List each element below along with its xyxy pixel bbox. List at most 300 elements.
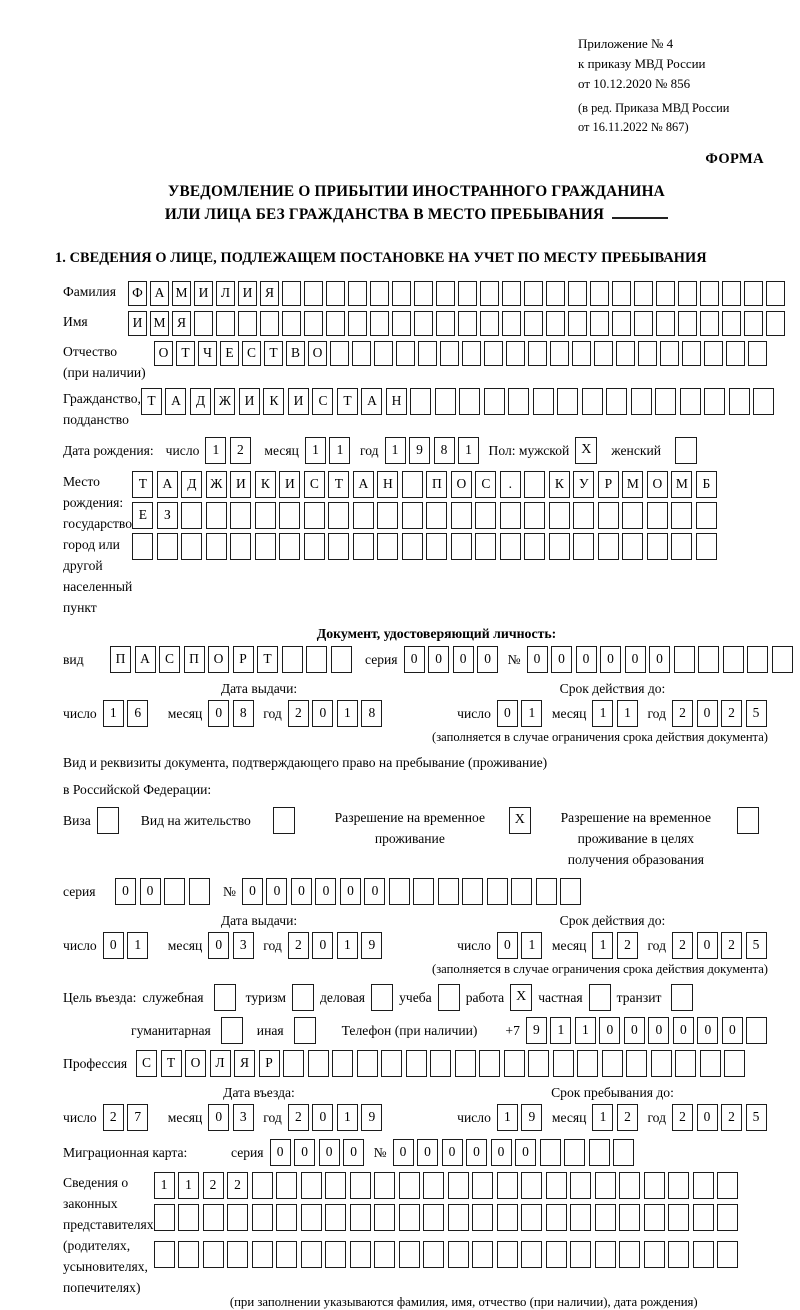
char-box[interactable] [350, 1204, 371, 1231]
char-box[interactable] [325, 1204, 346, 1231]
char-box[interactable]: А [157, 471, 178, 498]
char-box[interactable]: 8 [233, 700, 254, 727]
char-box[interactable] [674, 646, 695, 673]
char-box[interactable] [487, 878, 508, 905]
char-box[interactable]: 0 [673, 1017, 694, 1044]
char-box[interactable] [668, 1241, 689, 1268]
char-box[interactable] [181, 502, 202, 529]
char-box[interactable] [568, 281, 587, 306]
char-box[interactable] [230, 533, 251, 560]
char-box[interactable] [206, 502, 227, 529]
char-box[interactable] [619, 1241, 640, 1268]
char-box[interactable] [524, 311, 543, 336]
char-box[interactable] [348, 311, 367, 336]
char-box[interactable] [399, 1172, 420, 1199]
char-box[interactable]: 0 [453, 646, 474, 673]
char-box[interactable]: И [239, 388, 260, 415]
purpose-study-checkbox[interactable] [438, 984, 460, 1011]
char-box[interactable] [459, 388, 480, 415]
char-box[interactable]: 2 [227, 1172, 248, 1199]
char-box[interactable]: 5 [746, 932, 767, 959]
char-box[interactable] [353, 502, 374, 529]
char-box[interactable] [619, 1172, 640, 1199]
char-box[interactable] [392, 281, 411, 306]
char-box[interactable] [655, 388, 676, 415]
char-box[interactable] [589, 1139, 610, 1166]
char-box[interactable]: А [165, 388, 186, 415]
char-box[interactable] [612, 281, 631, 306]
char-box[interactable] [413, 878, 434, 905]
char-box[interactable] [573, 533, 594, 560]
char-box[interactable] [546, 1241, 567, 1268]
char-box[interactable] [678, 281, 697, 306]
char-box[interactable] [590, 311, 609, 336]
char-box[interactable]: 2 [288, 700, 309, 727]
char-box[interactable] [726, 341, 745, 366]
char-box[interactable] [325, 1241, 346, 1268]
purpose-private-checkbox[interactable] [589, 984, 611, 1011]
char-box[interactable] [747, 646, 768, 673]
char-box[interactable] [647, 502, 668, 529]
char-box[interactable] [616, 341, 635, 366]
char-box[interactable] [406, 1050, 427, 1077]
char-box[interactable] [536, 878, 557, 905]
char-box[interactable] [304, 533, 325, 560]
char-box[interactable] [572, 341, 591, 366]
char-box[interactable] [370, 281, 389, 306]
char-box[interactable] [598, 533, 619, 560]
char-box[interactable] [438, 878, 459, 905]
char-box[interactable] [484, 341, 503, 366]
char-box[interactable]: 8 [434, 437, 455, 464]
char-box[interactable] [301, 1204, 322, 1231]
char-box[interactable]: 0 [649, 646, 670, 673]
char-box[interactable] [533, 388, 554, 415]
char-box[interactable]: Т [257, 646, 278, 673]
char-box[interactable] [560, 878, 581, 905]
purpose-official-checkbox[interactable] [214, 984, 236, 1011]
char-box[interactable]: 1 [127, 932, 148, 959]
char-box[interactable] [644, 1241, 665, 1268]
char-box[interactable] [612, 311, 631, 336]
char-box[interactable] [377, 533, 398, 560]
char-box[interactable] [426, 533, 447, 560]
char-box[interactable]: 0 [393, 1139, 414, 1166]
char-box[interactable]: Т [176, 341, 195, 366]
char-box[interactable] [546, 311, 565, 336]
char-box[interactable] [660, 341, 679, 366]
char-box[interactable] [693, 1172, 714, 1199]
char-box[interactable]: Я [172, 311, 191, 336]
char-box[interactable]: Р [233, 646, 254, 673]
char-box[interactable]: А [361, 388, 382, 415]
char-box[interactable] [252, 1172, 273, 1199]
purpose-other-checkbox[interactable] [294, 1017, 316, 1044]
char-box[interactable] [717, 1241, 738, 1268]
char-box[interactable]: С [312, 388, 333, 415]
char-box[interactable]: 1 [337, 932, 358, 959]
char-box[interactable] [353, 533, 374, 560]
char-box[interactable] [436, 311, 455, 336]
char-box[interactable] [622, 502, 643, 529]
char-box[interactable]: 0 [294, 1139, 315, 1166]
char-box[interactable] [410, 388, 431, 415]
char-box[interactable]: Т [141, 388, 162, 415]
char-box[interactable] [480, 281, 499, 306]
char-box[interactable]: О [451, 471, 472, 498]
char-box[interactable]: 1 [205, 437, 226, 464]
char-box[interactable] [189, 878, 210, 905]
char-box[interactable]: Ж [206, 471, 227, 498]
char-box[interactable]: У [573, 471, 594, 498]
char-box[interactable]: К [549, 471, 570, 498]
char-box[interactable] [606, 388, 627, 415]
char-box[interactable]: П [110, 646, 131, 673]
char-box[interactable] [700, 311, 719, 336]
char-box[interactable] [282, 281, 301, 306]
char-box[interactable] [194, 311, 213, 336]
char-box[interactable] [357, 1050, 378, 1077]
char-box[interactable]: 2 [672, 932, 693, 959]
char-box[interactable] [399, 1204, 420, 1231]
char-box[interactable]: С [242, 341, 261, 366]
char-box[interactable] [696, 502, 717, 529]
char-box[interactable]: 0 [697, 1104, 718, 1131]
char-box[interactable] [392, 311, 411, 336]
char-box[interactable] [595, 1172, 616, 1199]
char-box[interactable] [546, 281, 565, 306]
char-box[interactable] [260, 311, 279, 336]
char-box[interactable]: 2 [672, 1104, 693, 1131]
char-box[interactable]: Я [234, 1050, 255, 1077]
char-box[interactable]: 6 [127, 700, 148, 727]
char-box[interactable]: 0 [208, 932, 229, 959]
char-box[interactable] [524, 471, 545, 498]
char-box[interactable] [455, 1050, 476, 1077]
char-box[interactable] [671, 502, 692, 529]
char-box[interactable]: 0 [515, 1139, 536, 1166]
purpose-transit-checkbox[interactable] [671, 984, 693, 1011]
char-box[interactable]: 1 [521, 932, 542, 959]
char-box[interactable] [506, 341, 525, 366]
char-box[interactable] [631, 388, 652, 415]
char-box[interactable] [475, 533, 496, 560]
char-box[interactable]: М [622, 471, 643, 498]
char-box[interactable]: 2 [288, 1104, 309, 1131]
char-box[interactable] [227, 1204, 248, 1231]
char-box[interactable]: 1 [592, 932, 613, 959]
char-box[interactable]: 9 [409, 437, 430, 464]
char-box[interactable]: И [238, 281, 257, 306]
char-box[interactable]: К [263, 388, 284, 415]
char-box[interactable] [680, 388, 701, 415]
char-box[interactable] [700, 1050, 721, 1077]
char-box[interactable] [564, 1139, 585, 1166]
char-box[interactable] [206, 533, 227, 560]
char-box[interactable] [370, 311, 389, 336]
char-box[interactable] [644, 1172, 665, 1199]
char-box[interactable] [328, 533, 349, 560]
char-box[interactable]: 0 [722, 1017, 743, 1044]
char-box[interactable]: Ч [198, 341, 217, 366]
char-box[interactable] [157, 533, 178, 560]
char-box[interactable]: 0 [576, 646, 597, 673]
char-box[interactable] [704, 341, 723, 366]
char-box[interactable]: 2 [721, 1104, 742, 1131]
char-box[interactable]: 0 [242, 878, 263, 905]
char-box[interactable] [549, 533, 570, 560]
char-box[interactable] [402, 502, 423, 529]
char-box[interactable]: 0 [428, 646, 449, 673]
char-box[interactable] [304, 311, 323, 336]
char-box[interactable] [252, 1241, 273, 1268]
char-box[interactable]: А [135, 646, 156, 673]
char-box[interactable] [724, 1050, 745, 1077]
char-box[interactable] [472, 1204, 493, 1231]
char-box[interactable] [622, 533, 643, 560]
char-box[interactable]: 7 [127, 1104, 148, 1131]
char-box[interactable]: Т [328, 471, 349, 498]
char-box[interactable] [722, 311, 741, 336]
char-box[interactable]: 0 [442, 1139, 463, 1166]
temp-residence-edu-checkbox[interactable] [737, 807, 759, 834]
char-box[interactable]: О [154, 341, 173, 366]
char-box[interactable]: 8 [361, 700, 382, 727]
char-box[interactable]: 0 [312, 1104, 333, 1131]
char-box[interactable] [549, 502, 570, 529]
char-box[interactable]: 0 [477, 646, 498, 673]
char-box[interactable]: Л [216, 281, 235, 306]
char-box[interactable] [528, 341, 547, 366]
char-box[interactable]: Б [696, 471, 717, 498]
char-box[interactable]: Е [220, 341, 239, 366]
char-box[interactable] [577, 1050, 598, 1077]
char-box[interactable] [304, 502, 325, 529]
char-box[interactable]: М [671, 471, 692, 498]
char-box[interactable] [573, 502, 594, 529]
char-box[interactable] [704, 388, 725, 415]
char-box[interactable] [546, 1204, 567, 1231]
char-box[interactable] [602, 1050, 623, 1077]
char-box[interactable]: С [304, 471, 325, 498]
char-box[interactable] [766, 311, 785, 336]
char-box[interactable]: 0 [315, 878, 336, 905]
char-box[interactable] [521, 1241, 542, 1268]
char-box[interactable] [595, 1241, 616, 1268]
char-box[interactable] [238, 311, 257, 336]
char-box[interactable] [693, 1241, 714, 1268]
char-box[interactable]: 9 [361, 1104, 382, 1131]
char-box[interactable]: 0 [491, 1139, 512, 1166]
char-box[interactable] [717, 1172, 738, 1199]
char-box[interactable] [480, 311, 499, 336]
char-box[interactable] [276, 1241, 297, 1268]
char-box[interactable]: 0 [343, 1139, 364, 1166]
char-box[interactable]: С [159, 646, 180, 673]
char-box[interactable] [252, 1204, 273, 1231]
char-box[interactable] [283, 1050, 304, 1077]
char-box[interactable] [772, 646, 793, 673]
char-box[interactable] [613, 1139, 634, 1166]
char-box[interactable]: 1 [337, 1104, 358, 1131]
char-box[interactable]: 1 [329, 437, 350, 464]
char-box[interactable]: 0 [319, 1139, 340, 1166]
char-box[interactable]: Н [377, 471, 398, 498]
char-box[interactable]: А [150, 281, 169, 306]
char-box[interactable]: 0 [270, 1139, 291, 1166]
char-box[interactable]: 0 [648, 1017, 669, 1044]
char-box[interactable]: Т [337, 388, 358, 415]
char-box[interactable]: 2 [672, 700, 693, 727]
char-box[interactable]: О [185, 1050, 206, 1077]
char-box[interactable]: Д [181, 471, 202, 498]
char-box[interactable] [132, 533, 153, 560]
char-box[interactable] [521, 1204, 542, 1231]
char-box[interactable] [374, 341, 393, 366]
char-box[interactable] [348, 281, 367, 306]
char-box[interactable] [722, 281, 741, 306]
residence-permit-checkbox[interactable] [273, 807, 295, 834]
char-box[interactable]: С [136, 1050, 157, 1077]
char-box[interactable]: 1 [178, 1172, 199, 1199]
char-box[interactable] [746, 1017, 767, 1044]
char-box[interactable] [540, 1139, 561, 1166]
char-box[interactable]: 1 [497, 1104, 518, 1131]
char-box[interactable]: 2 [721, 700, 742, 727]
char-box[interactable]: 2 [230, 437, 251, 464]
char-box[interactable] [472, 1241, 493, 1268]
char-box[interactable] [216, 311, 235, 336]
char-box[interactable]: 0 [103, 932, 124, 959]
char-box[interactable] [374, 1241, 395, 1268]
char-box[interactable] [598, 502, 619, 529]
char-box[interactable] [430, 1050, 451, 1077]
char-box[interactable]: 2 [721, 932, 742, 959]
char-box[interactable] [282, 311, 301, 336]
char-box[interactable]: 1 [592, 1104, 613, 1131]
char-box[interactable]: 0 [291, 878, 312, 905]
char-box[interactable] [644, 1204, 665, 1231]
char-box[interactable]: 0 [404, 646, 425, 673]
char-box[interactable] [458, 281, 477, 306]
char-box[interactable]: И [288, 388, 309, 415]
char-box[interactable] [700, 281, 719, 306]
char-box[interactable] [154, 1241, 175, 1268]
char-box[interactable] [279, 533, 300, 560]
char-box[interactable]: 0 [497, 932, 518, 959]
char-box[interactable]: М [150, 311, 169, 336]
char-box[interactable] [308, 1050, 329, 1077]
char-box[interactable]: 9 [361, 932, 382, 959]
char-box[interactable]: 0 [312, 932, 333, 959]
char-box[interactable]: 0 [140, 878, 161, 905]
char-box[interactable] [524, 502, 545, 529]
char-box[interactable] [377, 502, 398, 529]
char-box[interactable] [553, 1050, 574, 1077]
char-box[interactable] [521, 1172, 542, 1199]
char-box[interactable] [418, 341, 437, 366]
char-box[interactable] [723, 646, 744, 673]
char-box[interactable]: О [647, 471, 668, 498]
sex-female-checkbox[interactable] [675, 437, 697, 464]
char-box[interactable] [651, 1050, 672, 1077]
char-box[interactable]: 0 [697, 700, 718, 727]
char-box[interactable] [331, 646, 352, 673]
char-box[interactable] [423, 1241, 444, 1268]
char-box[interactable]: 0 [364, 878, 385, 905]
char-box[interactable] [594, 341, 613, 366]
char-box[interactable] [472, 1172, 493, 1199]
char-box[interactable]: 0 [599, 1017, 620, 1044]
char-box[interactable] [647, 533, 668, 560]
char-box[interactable] [524, 533, 545, 560]
char-box[interactable] [671, 533, 692, 560]
char-box[interactable]: 1 [385, 437, 406, 464]
char-box[interactable] [279, 502, 300, 529]
char-box[interactable]: Р [259, 1050, 280, 1077]
sex-male-checkbox[interactable]: X [575, 437, 597, 464]
char-box[interactable] [729, 388, 750, 415]
char-box[interactable]: 1 [103, 700, 124, 727]
char-box[interactable] [230, 502, 251, 529]
char-box[interactable] [717, 1204, 738, 1231]
char-box[interactable]: К [255, 471, 276, 498]
char-box[interactable] [479, 1050, 500, 1077]
char-box[interactable] [550, 341, 569, 366]
char-box[interactable] [590, 281, 609, 306]
purpose-business-checkbox[interactable] [371, 984, 393, 1011]
char-box[interactable]: 1 [521, 700, 542, 727]
char-box[interactable] [255, 502, 276, 529]
char-box[interactable]: 2 [103, 1104, 124, 1131]
char-box[interactable] [325, 1172, 346, 1199]
char-box[interactable] [595, 1204, 616, 1231]
char-box[interactable] [423, 1172, 444, 1199]
char-box[interactable]: 2 [617, 1104, 638, 1131]
char-box[interactable] [634, 281, 653, 306]
char-box[interactable]: 0 [624, 1017, 645, 1044]
char-box[interactable] [497, 1172, 518, 1199]
char-box[interactable] [619, 1204, 640, 1231]
char-box[interactable] [570, 1172, 591, 1199]
char-box[interactable]: 3 [233, 932, 254, 959]
char-box[interactable] [426, 502, 447, 529]
char-box[interactable] [451, 502, 472, 529]
char-box[interactable]: Н [386, 388, 407, 415]
char-box[interactable]: Е [132, 502, 153, 529]
char-box[interactable] [570, 1241, 591, 1268]
temp-residence-checkbox[interactable]: X [509, 807, 531, 834]
char-box[interactable] [462, 878, 483, 905]
char-box[interactable] [675, 1050, 696, 1077]
char-box[interactable]: 0 [697, 1017, 718, 1044]
char-box[interactable] [396, 341, 415, 366]
char-box[interactable]: 1 [337, 700, 358, 727]
char-box[interactable] [350, 1241, 371, 1268]
char-box[interactable]: 0 [208, 1104, 229, 1131]
char-box[interactable]: 0 [115, 878, 136, 905]
char-box[interactable] [682, 341, 701, 366]
char-box[interactable]: 5 [746, 700, 767, 727]
char-box[interactable]: 2 [203, 1172, 224, 1199]
char-box[interactable] [634, 311, 653, 336]
char-box[interactable] [326, 281, 345, 306]
char-box[interactable] [698, 646, 719, 673]
char-box[interactable]: . [500, 471, 521, 498]
char-box[interactable] [304, 281, 323, 306]
char-box[interactable]: 0 [208, 700, 229, 727]
char-box[interactable] [502, 311, 521, 336]
